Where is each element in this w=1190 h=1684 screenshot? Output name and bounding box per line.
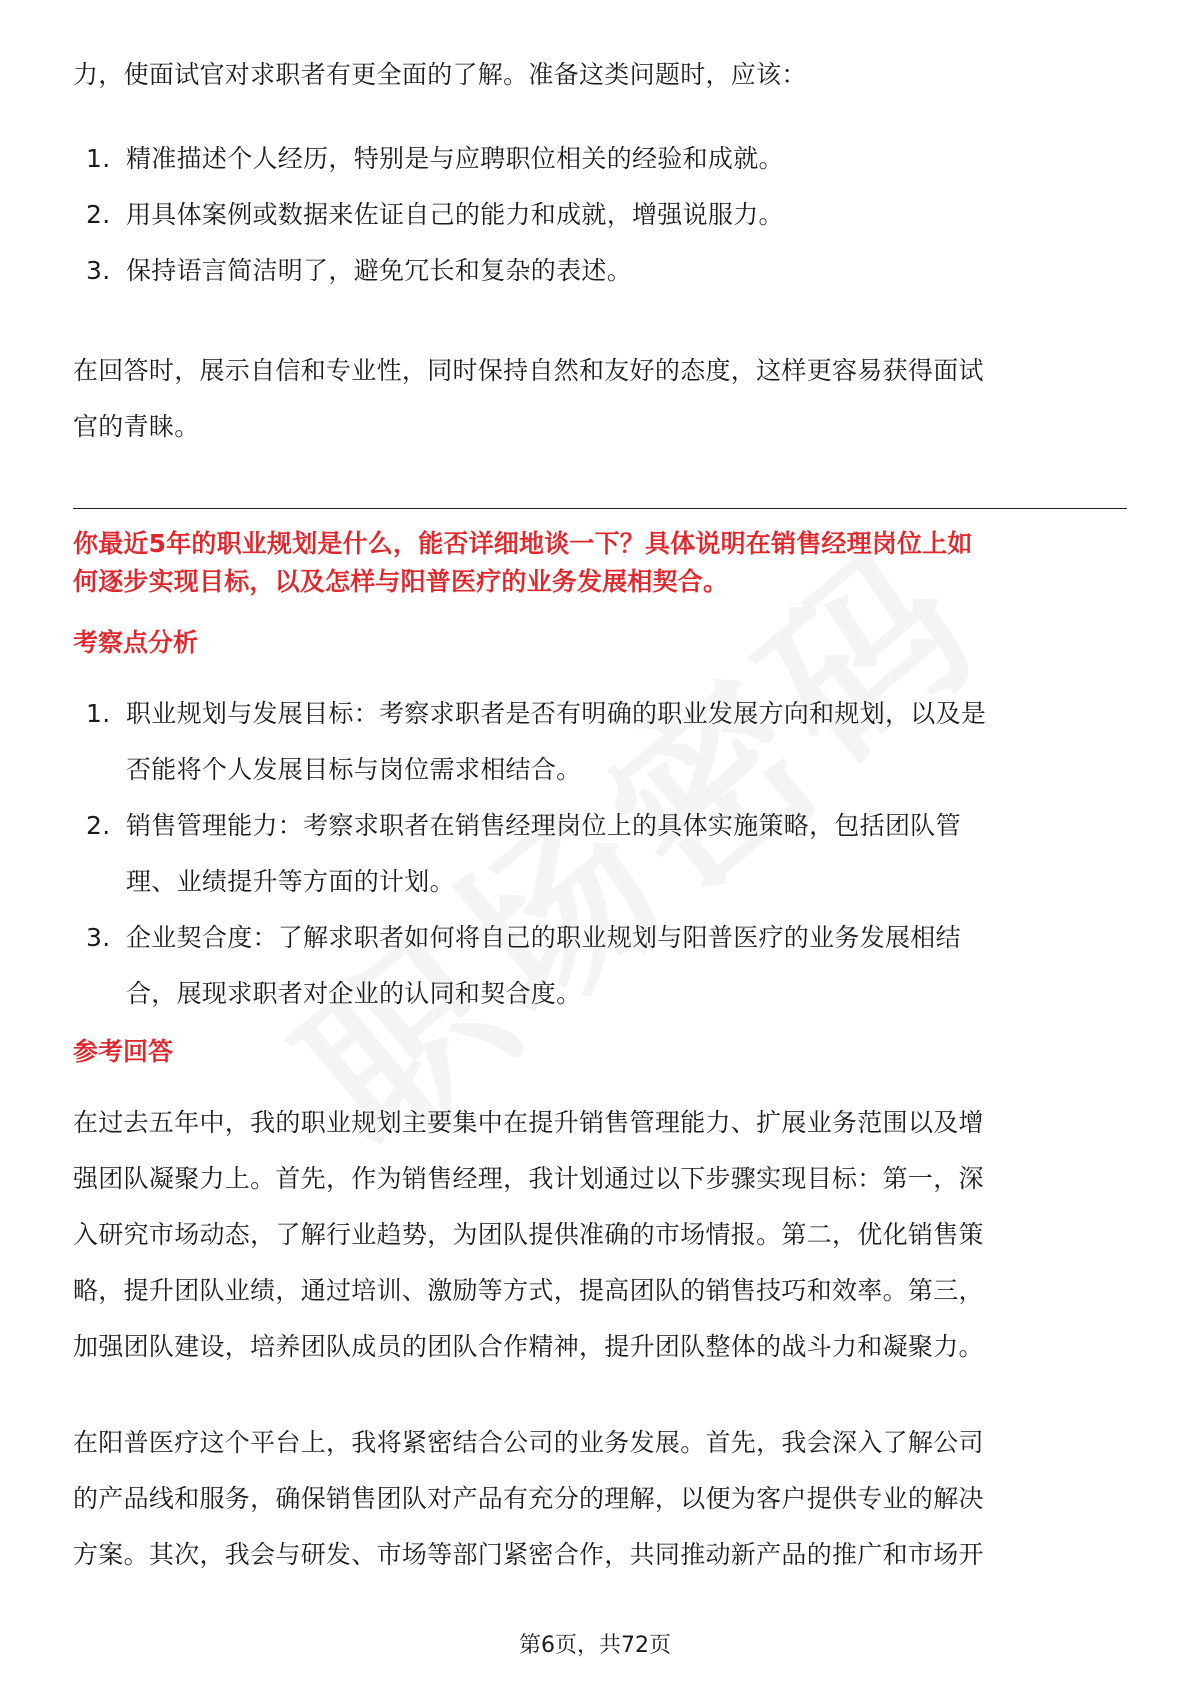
list-number: 3. (86, 256, 111, 285)
closing-line: 在回答时，展示自信和专业性，同时保持自然和友好的态度，这样更容易获得面试 (73, 356, 984, 385)
list-number: 1. (86, 699, 111, 728)
list-item (73, 686, 1127, 798)
question-line: 你最近5年的职业规划是什么，能否详细地谈一下？具体说明在销售经理岗位上如 (73, 529, 973, 558)
list-item-text: 用具体案例或数据来佐证自己的能力和成就，增强说服力。 (126, 200, 784, 229)
closing-line: 官的青睐。 (73, 412, 200, 441)
text-line: 在过去五年中，我的职业规划主要集中在提升销售管理能力、扩展业务范围以及增 (73, 1108, 984, 1137)
tips-list (73, 131, 1127, 299)
list-number: 3. (86, 923, 111, 952)
analysis-heading: 考察点分析 (73, 628, 199, 657)
list-item-line: 企业契合度：了解求职者如何将自己的职业规划与阳普医疗的业务发展相结 (126, 923, 961, 952)
question-line: 何逐步实现目标，以及怎样与阳普医疗的业务发展相契合。 (73, 567, 729, 596)
list-item (73, 187, 1127, 243)
list-item (73, 243, 1127, 299)
list-item (73, 910, 1127, 1022)
intro-continuation: 力，使面试官对求职者有更全面的了解。准备这类问题时，应该： (73, 60, 807, 89)
page-number: 第6页，共72页 (519, 1633, 671, 1658)
list-item-line: 销售管理能力：考察求职者在销售经理岗位上的具体实施策略，包括团队管 (126, 811, 961, 840)
document-page (73, 0, 1127, 1684)
closing-paragraph (73, 343, 1127, 455)
list-item (73, 798, 1127, 910)
list-item-line: 合，展现求职者对企业的认同和契合度。 (126, 979, 582, 1008)
list-number: 2. (86, 811, 111, 840)
list-item-line: 否能将个人发展目标与岗位需求相结合。 (126, 755, 582, 784)
list-item-text: 精准描述个人经历，特别是与应聘职位相关的经验和成就。 (126, 144, 784, 173)
text-line: 强团队凝聚力上。首先，作为销售经理，我计划通过以下步骤实现目标：第一，深 (73, 1164, 984, 1193)
list-number: 2. (86, 200, 111, 229)
answer-heading: 参考回答 (73, 1037, 174, 1066)
text-line: 在阳普医疗这个平台上，我将紧密结合公司的业务发展。首先，我会深入了解公司 (73, 1428, 984, 1457)
answer-paragraph-1 (73, 1095, 1127, 1375)
answer-paragraph-2 (73, 1415, 1127, 1583)
text-line: 方案。其次，我会与研发、市场等部门紧密合作，共同推动新产品的推广和市场开 (73, 1540, 984, 1569)
list-number: 1. (86, 144, 111, 173)
text-line: 略，提升团队业绩，通过培训、激励等方式，提高团队的销售技巧和效率。第三， (73, 1276, 984, 1305)
list-item-line: 理、业绩提升等方面的计划。 (126, 867, 455, 896)
analysis-list (73, 686, 1127, 1022)
list-item (73, 131, 1127, 187)
list-item-text: 保持语言简洁明了，避免冗长和复杂的表述。 (126, 256, 633, 285)
text-line: 的产品线和服务，确保销售团队对产品有充分的理解，以便为客户提供专业的解决 (73, 1484, 984, 1513)
text-line: 入研究市场动态，了解行业趋势，为团队提供准确的市场情报。第二，优化销售策 (73, 1220, 984, 1249)
interview-question (73, 525, 1127, 601)
section-divider (73, 508, 1127, 509)
text-line: 加强团队建设，培养团队成员的团队合作精神，提升团队整体的战斗力和凝聚力。 (73, 1332, 984, 1361)
list-item-line: 职业规划与发展目标：考察求职者是否有明确的职业发展方向和规划，以及是 (126, 699, 987, 728)
